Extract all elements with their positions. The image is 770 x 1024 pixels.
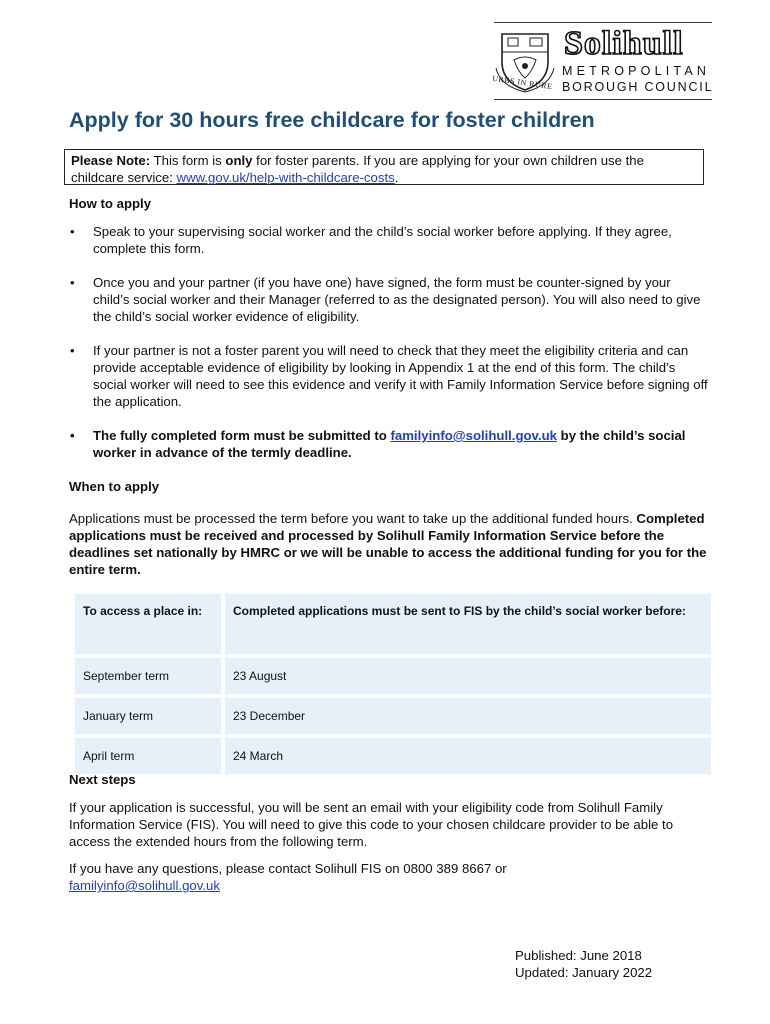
term-cell: April term xyxy=(75,738,221,774)
list-item-text: Speak to your supervising social worker and the child’s social worker before applying. If they agree, complete this form. xyxy=(93,224,672,256)
table-row xyxy=(75,698,711,734)
note-emphasis: only xyxy=(225,153,253,168)
bullet-glyph: • xyxy=(70,275,75,290)
logo-bottom-rule xyxy=(494,99,712,100)
when-to-apply-bold: Completed applications must be received and processed by Solihull Family Information Service before the deadlines set nationally by HMRC or we will be unable to access the additional funding for you for the entire term. xyxy=(69,511,707,577)
note-end: . xyxy=(394,170,399,185)
table-header-cell: Completed applications must be sent to FIS by the child’s social worker before: xyxy=(225,594,711,654)
note-box xyxy=(64,149,704,185)
council-logo xyxy=(491,22,714,100)
familyinfo-contact-link[interactable]: familyinfo@solihull.gov.uk xyxy=(69,878,220,893)
logo-brand: Solihull xyxy=(564,25,684,62)
term-cell: January term xyxy=(75,698,221,734)
how-to-apply-list xyxy=(69,223,709,478)
list-item xyxy=(69,342,709,410)
note-text-2: for foster parents. If you are applying for your own children use the childcare service: xyxy=(71,153,644,185)
list-item xyxy=(69,274,709,325)
term-cell: September term xyxy=(75,658,221,694)
list-item-text: If your partner is not a foster parent you will need to check that they meet the eligibility criteria and can provide acceptable evidence of eligibility by looking in Appendix 1 at the end of this form. The child’s social worker will need to see this evidence and verify it with Family Information Service before signing off the application. xyxy=(93,343,708,409)
logo-motto: URBS IN RURE xyxy=(491,73,554,92)
list-item xyxy=(69,427,709,461)
date-cell: 23 December xyxy=(225,698,711,734)
table-header-cell: To access a place in: xyxy=(75,594,221,654)
when-to-apply-heading: When to apply xyxy=(69,479,160,494)
when-to-apply-text xyxy=(69,510,709,578)
list-item-text: Once you and your partner (if you have one) have signed, the form must be counter-signed by your child’s social worker and their Manager (referred to as the designated person). You will also need to give the child’s social worker evidence of eligibility. xyxy=(93,275,701,324)
when-to-apply-plain: Applications must be processed the term before you want to take up the additional funded hours. xyxy=(69,511,637,526)
bullet-glyph: • xyxy=(70,428,75,443)
page-title: Apply for 30 hours free childcare for foster children xyxy=(69,108,595,132)
publication-info xyxy=(515,947,652,981)
table-row xyxy=(75,658,711,694)
next-steps-heading: Next steps xyxy=(69,772,136,787)
note-text-1: This form is xyxy=(150,153,226,168)
logo-line-2: BOROUGH COUNCIL xyxy=(562,80,714,94)
bold-bullet-post: by the child’s social worker in advance of the termly deadline. xyxy=(93,428,686,460)
bold-bullet-pre: The fully completed form must be submitted to xyxy=(93,428,391,443)
bullet-glyph: • xyxy=(70,224,75,239)
table-row xyxy=(75,738,711,774)
published-date: Published: June 2018 xyxy=(515,948,642,963)
note-label: Please Note: xyxy=(71,153,151,168)
childcare-costs-link[interactable]: www.gov.uk/help-with-childcare-costs xyxy=(176,170,395,185)
deadlines-table xyxy=(71,590,715,778)
list-item xyxy=(69,223,709,257)
familyinfo-email-link[interactable]: familyinfo@solihull.gov.uk xyxy=(390,428,557,443)
how-to-apply-heading: How to apply xyxy=(69,196,152,211)
logo-line-1: METROPOLITAN xyxy=(562,64,711,78)
next-steps-para-1: If your application is successful, you will be sent an email with your eligibility code from Solihull Family Information Service (FIS). You will need to give this code to your chosen childcare provider to be able to access the extended hours from the following term. xyxy=(69,800,674,849)
date-cell: 23 August xyxy=(225,658,711,694)
table-header-row xyxy=(75,594,711,654)
next-steps-para-2 xyxy=(69,860,709,894)
bullet-glyph: • xyxy=(70,343,75,358)
date-cell: 24 March xyxy=(225,738,711,774)
contact-text: If you have any questions, please contact Solihull FIS on 0800 389 8667 or xyxy=(69,861,507,876)
updated-date: Updated: January 2022 xyxy=(515,965,653,980)
